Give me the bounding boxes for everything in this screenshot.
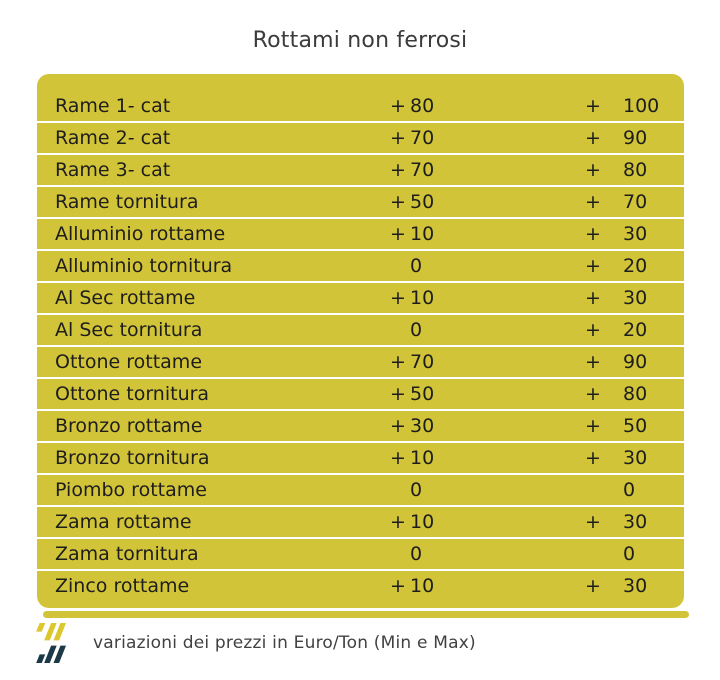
table-row [37,409,684,441]
min-value: 80 [410,95,435,117]
min-sign: + [390,287,406,309]
min-value: 10 [410,447,435,469]
price-table [37,74,684,608]
material-label: Ottone tornitura [55,383,210,405]
table-row [37,441,684,473]
min-value: 30 [410,415,435,437]
max-value: 30 [623,223,648,245]
material-label: Zama rottame [55,511,192,533]
max-sign: + [585,287,601,309]
table-row [37,185,684,217]
min-value: 10 [410,223,435,245]
max-sign: + [585,223,601,245]
min-value: 50 [410,191,435,213]
table-row [37,537,684,569]
table-row [37,377,684,409]
max-value: 50 [623,415,648,437]
max-value: 80 [623,159,648,181]
max-sign: + [585,383,601,405]
max-value: 30 [623,447,648,469]
max-value: 90 [623,351,648,373]
double-slash-logo-icon [36,623,67,663]
max-sign: + [585,415,601,437]
price-table-rows [37,91,684,601]
max-value: 90 [623,127,648,149]
material-label: Alluminio tornitura [55,255,233,277]
min-sign: + [390,95,406,117]
min-value: 0 [410,543,423,565]
table-row [37,505,684,537]
material-label: Bronzo rottame [55,415,203,437]
page-title: Rottami non ferrosi [252,28,468,53]
min-sign: + [390,159,406,181]
max-sign: + [585,351,601,373]
max-sign: + [585,255,601,277]
max-sign: + [585,575,601,597]
max-sign: + [585,447,601,469]
table-row [37,121,684,153]
min-sign: + [390,383,406,405]
material-label: Alluminio rottame [55,223,226,245]
max-sign: + [585,127,601,149]
table-row [37,313,684,345]
material-label: Piombo rottame [55,479,207,501]
min-sign: + [390,127,406,149]
table-row [37,153,684,185]
max-value: 30 [623,511,648,533]
min-sign: + [390,511,406,533]
min-value: 50 [410,383,435,405]
min-sign: + [390,223,406,245]
min-value: 10 [410,287,435,309]
max-sign: + [585,319,601,341]
material-label: Al Sec tornitura [55,319,203,341]
material-label: Al Sec rottame [55,287,196,309]
table-row [37,473,684,505]
min-value: 0 [410,479,423,501]
min-value: 0 [410,255,423,277]
table-row [37,281,684,313]
max-value: 20 [623,319,648,341]
table-stack-decoration [43,611,689,618]
min-sign: + [390,191,406,213]
table-row [37,345,684,377]
min-sign: + [390,351,406,373]
min-value: 0 [410,319,423,341]
max-value: 100 [623,95,660,117]
table-row [37,569,684,601]
min-sign: + [390,447,406,469]
table-row [37,217,684,249]
table-row [37,91,684,121]
material-label: Zama tornitura [55,543,199,565]
max-value: 20 [623,255,648,277]
min-value: 70 [410,159,435,181]
min-value: 10 [410,511,435,533]
max-value: 0 [623,543,636,565]
material-label: Rame 2- cat [55,127,171,149]
material-label: Bronzo tornitura [55,447,210,469]
material-label: Ottone rottame [55,351,203,373]
max-sign: + [585,159,601,181]
max-sign: + [585,95,601,117]
max-sign: + [585,191,601,213]
max-value: 30 [623,575,648,597]
min-value: 70 [410,127,435,149]
footer [36,621,476,664]
max-value: 30 [623,287,648,309]
max-value: 70 [623,191,648,213]
min-value: 10 [410,575,435,597]
footer-caption: variazioni dei prezzi in Euro/Ton (Min e Max) [93,632,476,653]
max-sign: + [585,511,601,533]
table-row [37,249,684,281]
material-label: Rame 3- cat [55,159,171,181]
material-label: Rame tornitura [55,191,199,213]
material-label: Zinco rottame [55,575,190,597]
material-label: Rame 1- cat [55,95,171,117]
min-sign: + [390,575,406,597]
min-sign: + [390,415,406,437]
max-value: 80 [623,383,648,405]
min-value: 70 [410,351,435,373]
max-value: 0 [623,479,636,501]
